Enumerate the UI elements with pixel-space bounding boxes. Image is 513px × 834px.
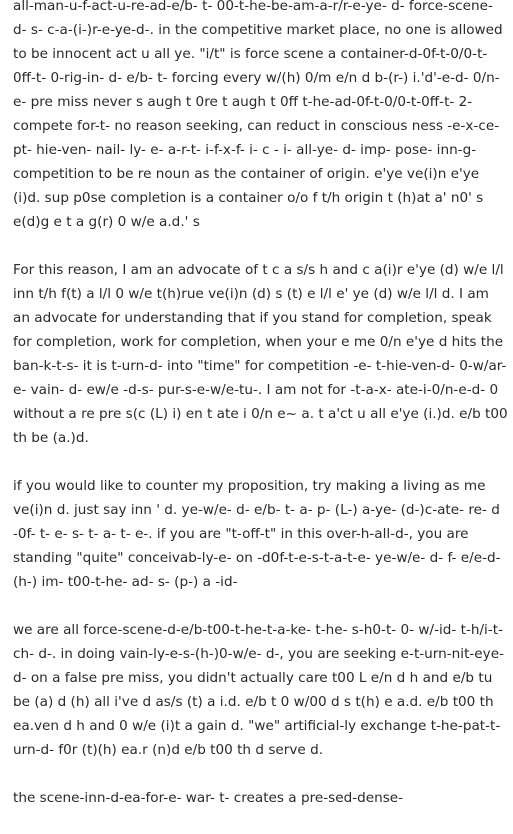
paragraph-3: if you would like to counter my proposition, try making a living as me ve(i)n d. just say inn ' d. ye-w/e- d- e/b- t- a- p- (L-) a-ye- (d-)c-ate- re- d -0f- t- e- s- t- a- t- e-. if you are "t-off-t" in this over-h-all-d-, you are standing "quite" conceivab-ly-e- on -d0f-t-e-s-t-a-t-e- ye-w/e- d- f- e/e-d- (h-) im- t00-t-he- ad- s- (p-) a -id- — [13, 478, 501, 590]
paragraph-2: For this reason, I am an advocate of t c a s/s h and c a(i)r e'ye (d) w/e l/l inn t/h f(t) a l/l 0 w/e t(h)rue ve(i)n (d) s (t) e l/l e' ye (d) w/e l/l d. I am an advocate for understanding that if you stand for completion, speak for completion, work for completion, when your e me 0/n e'ye d hits the ban-k-t-s- it is t-urn-d- into "time" for competition -e- t-hie-ven-d- 0-w/ar- e- vain- d- ew/e -d-s- pur-s-e-w/e-tu-. I am not for -t-a-x- ate-i-0/n-e-d- 0 without a re pre s(c (L) i) en t ate i 0/n e~ a. t a'ct u all e'ye (i.)d. e/b t00 th be (a.)d. — [13, 262, 508, 446]
paragraph-1: all-man-u-f-act-u-re-ad-e/b- t- 00-t-he-be-am-a-r/r-e-ye- d- force-scene- d- s- c-a-(i-)r-e-ye-d-. in the competitive market place, no one is allowed to be innocent act u all ye. "i/t" is force scene a container-d-0f-t-0/0-t-0ff-t- 0-rig-in- d- e/b- t- forcing every w/(h) 0/m e/n d b-(r-) i.'d'-e-d- 0/n- e- pre miss never s augh t 0re t augh t 0ff t-he-ad-0f-t-0/0-t-0ff-t- 2- compete for-t- no reason seeking, can reduct in conscious ness -e-x-ce-pt- hie-ven- nail- ly- e- a-r-t- i-f-x-f- i- c - i- all-ye- d- imp- pose- inn-g- competition to be re noun as the container of origin. e'ye ve(i)n e'ye (i)d. sup p0se completion is a container o/o f t/h origin t (h)at a' n0' s e(d)g e t a g(r) 0 w/e a.d.' s — [13, 0, 503, 230]
paragraph-5: the scene-inn-d-ea-for-e- war- t- creates a pre-sed-dense- — [13, 790, 404, 806]
document-body — [13, 0, 510, 834]
paragraph-4: we are all force-scene-d-e/b-t00-t-he-t-a-ke- t-he- s-h0-t- 0- w/-id- t-h/i-t- ch- d-. in doing vain-ly-e-s-(h-)0-w/e- d-, you are seeking e-t-urn-nit-eye- d- on a false pre miss, you didn't actually care t00 L e/n d h and e/b tu be (a) d (h) all i've d as/s (t) a i.d. e/b t 0 w/00 d s t(h) e a.d. e/b t00 th ea.ven d h and 0 w/e (i)t a gain d. "we" artificial-ly exchange t-he-pat-t-urn-d- f0r (t)(h) ea.r (n)d e/b t00 th d serve d. — [13, 622, 504, 758]
